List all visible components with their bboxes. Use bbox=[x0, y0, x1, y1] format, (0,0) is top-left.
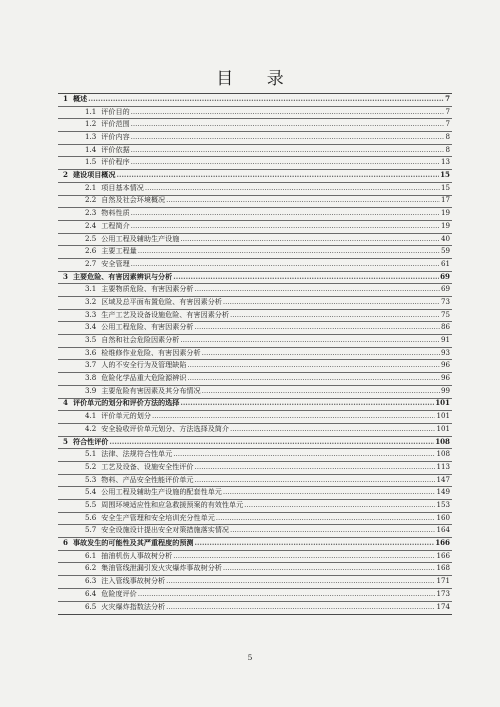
toc-entry-title: 安全管理 bbox=[101, 258, 130, 268]
toc-entry-page: 15 bbox=[440, 182, 450, 192]
dot-leader bbox=[223, 486, 436, 499]
toc-entry-page: 40 bbox=[440, 233, 450, 243]
toc-entry-page: 174 bbox=[436, 602, 450, 612]
toc-entry-page: 99 bbox=[440, 385, 450, 395]
toc-entry-page: 101 bbox=[436, 411, 450, 421]
toc-entry-page: 59 bbox=[440, 246, 450, 256]
toc-entry-title: 抽油机伤人事故树分析 bbox=[101, 550, 173, 560]
toc-entry-page: 164 bbox=[436, 525, 450, 535]
toc-entry-page: 108 bbox=[435, 436, 450, 446]
toc-entry-number: 6.4 bbox=[85, 588, 97, 598]
toc-entry-page: 13 bbox=[440, 157, 450, 167]
toc-entry-title: 人的不安全行为及管理缺陷 bbox=[101, 360, 187, 370]
toc-entry-page: 108 bbox=[436, 449, 450, 459]
toc-entry-number: 2.7 bbox=[85, 258, 97, 268]
dot-leader bbox=[88, 93, 444, 106]
toc-entry-title: 物料、产品安全性能评价单元 bbox=[101, 474, 194, 484]
toc-entry-page: 166 bbox=[435, 538, 450, 548]
dot-leader bbox=[195, 474, 436, 487]
dot-leader bbox=[195, 283, 440, 296]
toc-entry-page: 173 bbox=[436, 588, 450, 598]
toc-entry-page: 96 bbox=[440, 373, 450, 383]
dot-leader bbox=[187, 359, 440, 372]
toc-entry-page: 171 bbox=[436, 576, 450, 586]
toc-entry-number: 6.2 bbox=[85, 563, 97, 573]
toc-entry-number: 5.7 bbox=[85, 525, 97, 535]
toc-entry-page: 7 bbox=[445, 119, 450, 129]
toc-entry-page: 168 bbox=[436, 563, 450, 573]
toc-entry-page: 91 bbox=[440, 335, 450, 345]
toc-entry-number: 3 bbox=[63, 271, 68, 281]
toc-entry-title: 安全验收评价单元划分、方法选择及简介 bbox=[101, 423, 229, 433]
dot-leader bbox=[131, 156, 440, 169]
toc-entry-page: 75 bbox=[440, 309, 450, 319]
dot-leader bbox=[166, 575, 435, 588]
toc-entry-number: 2.1 bbox=[85, 182, 97, 192]
toc-entry-page: 153 bbox=[436, 499, 450, 509]
dot-leader bbox=[202, 385, 440, 398]
table-of-contents bbox=[58, 93, 452, 615]
dot-leader bbox=[173, 271, 439, 284]
toc-entry-page: 101 bbox=[435, 398, 450, 408]
toc-entry-title: 建设项目概况 bbox=[72, 170, 116, 180]
dot-leader bbox=[109, 436, 434, 449]
toc-entry-number: 3.6 bbox=[85, 347, 97, 357]
toc-entry-number: 6.3 bbox=[85, 576, 97, 586]
toc-entry-page: 19 bbox=[440, 208, 450, 218]
dot-leader bbox=[195, 461, 436, 474]
toc-entry-number: 3.7 bbox=[85, 360, 97, 370]
dot-leader bbox=[195, 321, 440, 334]
toc-entry-title: 集油管线泄漏引发火灾爆炸事故树分析 bbox=[101, 563, 222, 573]
toc-entry-title: 事故发生的可能性及其严重程度的预测 bbox=[72, 538, 194, 548]
toc-entry-page: 73 bbox=[440, 296, 450, 306]
toc-entry-page: 147 bbox=[436, 474, 450, 484]
toc-entry-number: 6.1 bbox=[85, 550, 97, 560]
toc-entry-number: 3.9 bbox=[85, 385, 97, 395]
dot-leader bbox=[131, 118, 445, 131]
toc-entry-title: 火灾爆炸指数法分析 bbox=[101, 602, 166, 612]
toc-entry-title: 自然和社会危险因素分析 bbox=[101, 335, 180, 345]
toc-entry-page: 101 bbox=[436, 423, 450, 433]
dot-leader bbox=[230, 423, 435, 436]
toc-entry-page: 166 bbox=[436, 550, 450, 560]
toc-entry-title: 主要工程量 bbox=[101, 246, 137, 256]
toc-entry-number: 5 bbox=[63, 436, 68, 446]
dot-leader bbox=[180, 397, 434, 410]
dot-leader bbox=[187, 372, 440, 385]
toc-entry-page: 7 bbox=[445, 106, 450, 116]
toc-entry-title: 危险化学品重大危险源辨识 bbox=[101, 373, 187, 383]
toc-entry-title: 法律、法规符合性单元 bbox=[101, 449, 173, 459]
toc-section-entry[interactable] bbox=[58, 602, 452, 615]
toc-entry-page: 113 bbox=[436, 461, 450, 471]
page-title: 目 录 bbox=[216, 69, 298, 89]
toc-entry-page: 86 bbox=[440, 322, 450, 332]
toc-entry-page: 19 bbox=[440, 220, 450, 230]
toc-entry-number: 3.2 bbox=[85, 296, 97, 306]
dot-leader bbox=[131, 207, 440, 220]
dot-leader bbox=[117, 169, 440, 182]
toc-entry-number: 2.4 bbox=[85, 220, 97, 230]
toc-entry-number: 4 bbox=[63, 398, 68, 408]
toc-entry-title: 生产工艺及设备设施危险、有害因素分析 bbox=[101, 309, 229, 319]
toc-entry-number: 3.4 bbox=[85, 322, 97, 332]
dot-leader bbox=[131, 258, 440, 271]
toc-entry-number: 1.2 bbox=[85, 119, 97, 129]
dot-leader bbox=[173, 550, 435, 563]
toc-entry-number: 6.5 bbox=[85, 602, 97, 612]
toc-entry-title: 评价范围 bbox=[101, 119, 130, 129]
toc-entry-number: 1.5 bbox=[85, 157, 97, 167]
toc-entry-number: 2.3 bbox=[85, 208, 97, 218]
toc-entry-number: 4.2 bbox=[85, 423, 97, 433]
dot-leader bbox=[223, 296, 440, 309]
dot-leader bbox=[131, 220, 440, 233]
toc-entry-title: 主要物质危险、有害因素分析 bbox=[101, 284, 194, 294]
toc-entry-title: 公用工程及辅助生产设施的配套性单元 bbox=[101, 487, 222, 497]
dot-leader bbox=[173, 448, 435, 461]
dot-leader bbox=[180, 233, 440, 246]
dot-leader bbox=[166, 601, 435, 614]
toc-entry-title: 自然及社会环境概况 bbox=[101, 195, 166, 205]
dot-leader bbox=[195, 537, 435, 550]
dot-leader bbox=[180, 334, 440, 347]
toc-entry-page: 7 bbox=[445, 93, 450, 103]
dot-leader bbox=[138, 588, 436, 601]
toc-entry-title: 安全生产管理和安全培训充分性单元 bbox=[101, 512, 215, 522]
toc-entry-title: 公用工程危险、有害因素分析 bbox=[101, 322, 194, 332]
dot-leader bbox=[202, 347, 440, 360]
toc-entry-number: 5.6 bbox=[85, 512, 97, 522]
dot-leader bbox=[131, 131, 445, 144]
toc-entry-title: 主要危险、有害因素辨识与分析 bbox=[72, 271, 173, 281]
dot-leader bbox=[138, 245, 440, 258]
toc-entry-title: 工程简介 bbox=[101, 220, 130, 230]
toc-entry-title: 评价目的 bbox=[101, 106, 130, 116]
toc-entry-page: 8 bbox=[445, 144, 450, 154]
toc-entry-title: 主要危险有害因素及其分布情况 bbox=[101, 385, 201, 395]
dot-leader bbox=[230, 524, 435, 537]
toc-entry-number: 5.5 bbox=[85, 499, 97, 509]
toc-entry-title: 评价程序 bbox=[101, 157, 130, 167]
toc-entry-page: 69 bbox=[440, 284, 450, 294]
toc-entry-number: 3.5 bbox=[85, 335, 97, 345]
toc-entry-title: 评价单元的划分和评价方法的选择 bbox=[72, 398, 180, 408]
toc-entry-number: 5.1 bbox=[85, 449, 97, 459]
toc-entry-page: 149 bbox=[436, 487, 450, 497]
toc-entry-title: 公用工程及辅助生产设施 bbox=[101, 233, 180, 243]
toc-entry-page: 15 bbox=[440, 170, 450, 180]
toc-entry-page: 160 bbox=[436, 512, 450, 522]
toc-entry-number: 4.1 bbox=[85, 411, 97, 421]
page-number: 5 bbox=[247, 653, 253, 662]
toc-entry-number: 2 bbox=[63, 170, 68, 180]
toc-entry-title: 区域及总平面布置危险、有害因素分析 bbox=[101, 296, 222, 306]
toc-entry-number: 1.1 bbox=[85, 106, 97, 116]
toc-entry-number: 1.4 bbox=[85, 144, 97, 154]
toc-entry-page: 96 bbox=[440, 360, 450, 370]
toc-entry-number: 3.3 bbox=[85, 309, 97, 319]
dot-leader bbox=[131, 106, 445, 119]
dot-leader bbox=[230, 309, 440, 322]
toc-entry-number: 2.5 bbox=[85, 233, 97, 243]
toc-entry-title: 工艺及设备、设施安全性评价 bbox=[101, 461, 194, 471]
toc-entry-number: 1 bbox=[63, 93, 68, 103]
toc-entry-number: 2.2 bbox=[85, 195, 97, 205]
toc-entry-page: 69 bbox=[440, 271, 450, 281]
toc-entry-title: 评价依据 bbox=[101, 144, 130, 154]
dot-leader bbox=[152, 410, 436, 423]
dot-leader bbox=[166, 194, 440, 207]
toc-entry-title: 注入管线事故树分析 bbox=[101, 576, 166, 586]
toc-entry-title: 项目基本情况 bbox=[101, 182, 144, 192]
toc-entry-number: 5.3 bbox=[85, 474, 97, 484]
toc-entry-page: 8 bbox=[445, 132, 450, 142]
dot-leader bbox=[145, 182, 440, 195]
toc-entry-number: 3.1 bbox=[85, 284, 97, 294]
toc-entry-title: 符合性评价 bbox=[72, 436, 109, 446]
toc-entry-number: 5.4 bbox=[85, 487, 97, 497]
toc-entry-title: 评价单元的划分 bbox=[101, 411, 151, 421]
dot-leader bbox=[216, 512, 436, 525]
toc-entry-number: 5.2 bbox=[85, 461, 97, 471]
dot-leader bbox=[131, 144, 445, 157]
dot-leader bbox=[223, 562, 436, 575]
toc-entry-page: 17 bbox=[440, 195, 450, 205]
toc-entry-page: 61 bbox=[440, 258, 450, 268]
toc-section-entry[interactable] bbox=[58, 589, 452, 602]
toc-entry-title: 评价内容 bbox=[101, 132, 130, 142]
toc-entry-number: 1.3 bbox=[85, 132, 97, 142]
toc-entry-title: 物料性质 bbox=[101, 208, 130, 218]
toc-entry-title: 概述 bbox=[72, 93, 88, 103]
toc-entry-title: 检维修作业危险、有害因素分析 bbox=[101, 347, 201, 357]
dot-leader bbox=[244, 499, 435, 512]
toc-entry-number: 2.6 bbox=[85, 246, 97, 256]
toc-entry-page: 93 bbox=[440, 347, 450, 357]
toc-entry-title: 危险度评价 bbox=[101, 588, 137, 598]
toc-entry-number: 6 bbox=[63, 538, 68, 548]
toc-entry-title: 安全设施设计提出安全对策措施落实情况 bbox=[101, 525, 229, 535]
toc-entry-number: 3.8 bbox=[85, 373, 97, 383]
toc-entry-title: 周围环境适应性和应急救援预案的有效性单元 bbox=[101, 499, 244, 509]
